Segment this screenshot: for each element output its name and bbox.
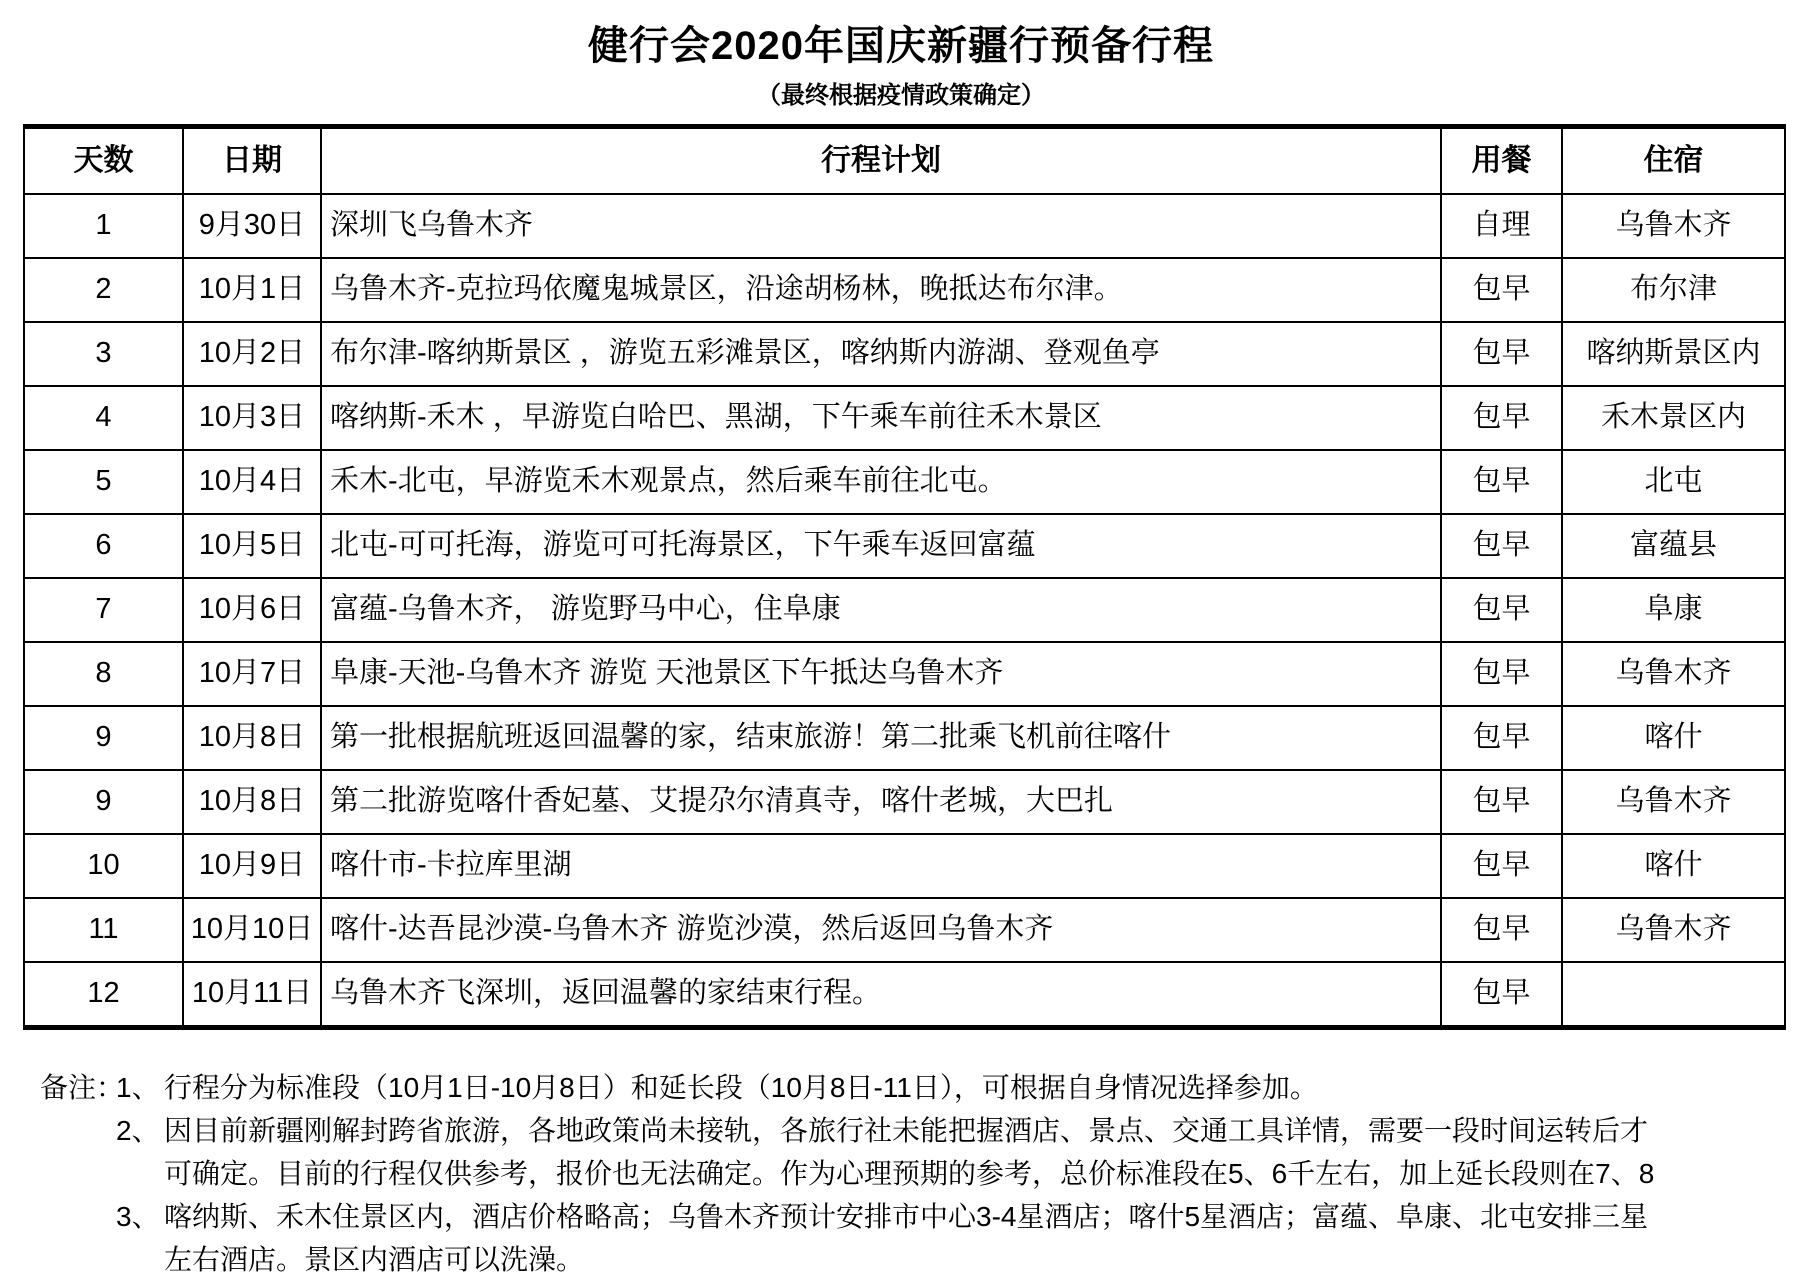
date-cell: 10月11日	[183, 962, 321, 1028]
note-item	[116, 1066, 1782, 1109]
day-cell: 6	[24, 514, 183, 578]
itinerary-row	[24, 514, 1785, 578]
plan-cell: 深圳飞乌鲁木齐	[321, 194, 1441, 258]
plan-cell: 布尔津-喀纳斯景区 ，游览五彩滩景区，喀纳斯内游湖、登观鱼亭	[321, 322, 1441, 386]
plan-cell: 第一批根据航班返回温馨的家，结束旅游！第二批乘飞机前往喀什	[321, 706, 1441, 770]
note-text: 因目前新疆刚解封跨省旅游，各地政策尚未接轨，各旅行社未能把握酒店、景点、交通工具详情，需要一段时间运转后才可确定。目前的行程仅供参考，报价也无法确定。作为心理预期的参考，总价标准段在5、6千左右，加上延长段则在7、8	[164, 1115, 1655, 1189]
page-subtitle: （最终根据疫情政策确定）	[757, 82, 1045, 109]
column-header-days: 天数	[24, 127, 183, 195]
meals-cell: 包早	[1441, 898, 1562, 962]
date-cell: 10月6日	[183, 578, 321, 642]
date-cell: 10月4日	[183, 450, 321, 514]
lodging-cell: 乌鲁木齐	[1562, 770, 1785, 834]
notes-label: 备注：	[40, 1072, 125, 1103]
day-cell: 1	[24, 194, 183, 258]
plan-cell: 阜康-天池-乌鲁木齐 游览 天池景区下午抵达乌鲁木齐	[321, 642, 1441, 706]
day-cell: 8	[24, 642, 183, 706]
lodging-cell: 喀什	[1562, 706, 1785, 770]
day-cell: 7	[24, 578, 183, 642]
plan-cell: 喀什市-卡拉库里湖	[321, 834, 1441, 898]
lodging-cell: 禾木景区内	[1562, 386, 1785, 450]
lodging-cell: 阜康	[1562, 578, 1785, 642]
day-cell: 5	[24, 450, 183, 514]
lodging-cell: 喀什	[1562, 834, 1785, 898]
note-item	[116, 1195, 1782, 1281]
day-cell: 9	[24, 706, 183, 770]
meals-cell: 自理	[1441, 194, 1562, 258]
itinerary-row	[24, 962, 1785, 1028]
column-header-date: 日期	[183, 127, 321, 195]
itinerary-row	[24, 834, 1785, 898]
date-cell: 10月1日	[183, 258, 321, 322]
itinerary-row	[24, 898, 1785, 962]
plan-cell: 禾木-北屯，早游览禾木观景点，然后乘车前往北屯。	[321, 450, 1441, 514]
itinerary-row	[24, 706, 1785, 770]
meals-cell: 包早	[1441, 450, 1562, 514]
note-number: 1、	[116, 1072, 160, 1103]
date-cell: 10月8日	[183, 706, 321, 770]
lodging-cell: 乌鲁木齐	[1562, 642, 1785, 706]
page-title: 健行会2020年国庆新疆行预备行程	[588, 24, 1214, 68]
day-cell: 4	[24, 386, 183, 450]
itinerary-row	[24, 322, 1785, 386]
itinerary-table	[23, 124, 1786, 1030]
note-text: 喀纳斯、禾木住景区内，酒店价格略高；乌鲁木齐预计安排市中心3-4星酒店；喀什5星酒店；富蕴、阜康、北屯安排三星左右酒店。景区内酒店可以洗澡。	[164, 1201, 1649, 1275]
plan-cell: 北屯-可可托海，游览可可托海景区，下午乘车返回富蕴	[321, 514, 1441, 578]
plan-cell: 喀纳斯-禾木 ，早游览白哈巴、黑湖，下午乘车前往禾木景区	[321, 386, 1441, 450]
meals-cell: 包早	[1441, 514, 1562, 578]
meals-cell: 包早	[1441, 386, 1562, 450]
note-number: 3、	[116, 1201, 160, 1232]
plan-cell: 乌鲁木齐飞深圳，返回温馨的家结束行程。	[321, 962, 1441, 1028]
itinerary-table-header	[24, 127, 1785, 195]
meals-cell: 包早	[1441, 642, 1562, 706]
itinerary-row	[24, 194, 1785, 258]
header-row	[24, 127, 1785, 195]
date-cell: 10月7日	[183, 642, 321, 706]
note-item	[116, 1109, 1782, 1195]
note-text: 行程分为标准段（10月1日-10月8日）和延长段（10月8日-11日），可根据自身情况选择参加。	[164, 1072, 1318, 1103]
itinerary-table-body	[24, 194, 1785, 1028]
meals-cell: 包早	[1441, 770, 1562, 834]
lodging-cell	[1562, 962, 1785, 1028]
note-items	[116, 1066, 1782, 1281]
column-header-lodging: 住宿	[1562, 127, 1785, 195]
date-cell: 10月5日	[183, 514, 321, 578]
date-cell: 10月2日	[183, 322, 321, 386]
date-cell: 10月9日	[183, 834, 321, 898]
date-cell: 9月30日	[183, 194, 321, 258]
lodging-cell: 喀纳斯景区内	[1562, 322, 1785, 386]
plan-cell: 乌鲁木齐-克拉玛依魔鬼城景区，沿途胡杨林，晚抵达布尔津。	[321, 258, 1441, 322]
lodging-cell: 布尔津	[1562, 258, 1785, 322]
date-cell: 10月8日	[183, 770, 321, 834]
meals-cell: 包早	[1441, 706, 1562, 770]
day-cell: 9	[24, 770, 183, 834]
column-header-meals: 用餐	[1441, 127, 1562, 195]
column-header-plan: 行程计划	[321, 127, 1441, 195]
itinerary-row	[24, 642, 1785, 706]
itinerary-row	[24, 450, 1785, 514]
itinerary-row	[24, 258, 1785, 322]
itinerary-row	[24, 578, 1785, 642]
lodging-cell: 乌鲁木齐	[1562, 194, 1785, 258]
plan-cell: 富蕴-乌鲁木齐， 游览野马中心，住阜康	[321, 578, 1441, 642]
meals-cell: 包早	[1441, 962, 1562, 1028]
day-cell: 2	[24, 258, 183, 322]
lodging-cell: 北屯	[1562, 450, 1785, 514]
day-cell: 12	[24, 962, 183, 1028]
meals-cell: 包早	[1441, 834, 1562, 898]
meals-cell: 包早	[1441, 322, 1562, 386]
itinerary-row	[24, 386, 1785, 450]
day-cell: 11	[24, 898, 183, 962]
lodging-cell: 富蕴县	[1562, 514, 1785, 578]
day-cell: 3	[24, 322, 183, 386]
notes-section	[40, 1066, 1782, 1281]
date-cell: 10月10日	[183, 898, 321, 962]
plan-cell: 第二批游览喀什香妃墓、艾提尕尔清真寺，喀什老城，大巴扎	[321, 770, 1441, 834]
itinerary-row	[24, 770, 1785, 834]
day-cell: 10	[24, 834, 183, 898]
plan-cell: 喀什-达吾昆沙漠-乌鲁木齐 游览沙漠，然后返回乌鲁木齐	[321, 898, 1441, 962]
meals-cell: 包早	[1441, 578, 1562, 642]
meals-cell: 包早	[1441, 258, 1562, 322]
note-number: 2、	[116, 1115, 160, 1146]
lodging-cell: 乌鲁木齐	[1562, 898, 1785, 962]
date-cell: 10月3日	[183, 386, 321, 450]
